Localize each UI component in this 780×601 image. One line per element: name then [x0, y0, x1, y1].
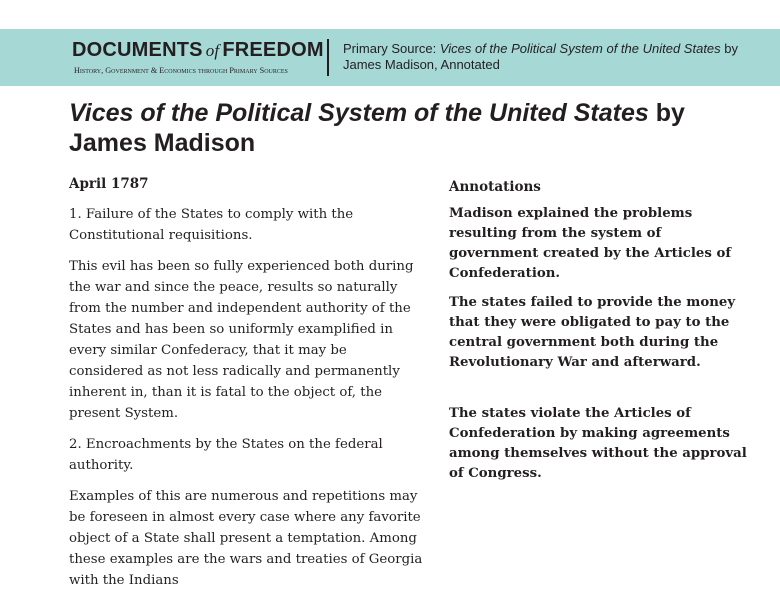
- document-date: April 1787: [69, 176, 149, 192]
- header-divider: [327, 39, 329, 76]
- logo-word-documents: DOCUMENTS: [72, 39, 203, 61]
- annotations-heading: Annotations: [449, 179, 541, 195]
- source-paragraph: 2. Encroachments by the States on the federal authority.: [69, 437, 383, 473]
- annotation-item: The states failed to provide the money that they were obligated to pay to the central government both during the Revolutionary War and afterward.: [449, 295, 736, 370]
- logo-wordmark: [72, 39, 324, 62]
- breadcrumb-title: Vices of the Political System of the United States: [439, 41, 721, 56]
- logo-tagline: History, Government & Economics through Primary Sources: [74, 66, 288, 75]
- site-logo[interactable]: [72, 39, 324, 75]
- page-title-italic: Vices of the Political System of the United States: [69, 99, 649, 127]
- page-title-suffix: by James Madison: [69, 99, 685, 157]
- logo-word-freedom: FREEDOM: [222, 39, 324, 61]
- breadcrumb-suffix: by James Madison, Annotated: [343, 41, 739, 72]
- breadcrumb-prefix: Primary Source:: [343, 41, 440, 56]
- page-title: [69, 98, 749, 158]
- breadcrumb: [343, 41, 763, 73]
- source-paragraph: This evil has been so fully experienced both during the war and since the peace, results so naturally from the number and independent authority of the States and has been so uniformly examplified in every similar Confederacy, that it may be considered as not less radically and permanently inherent in, than it is fatal to the object of, the present System.: [69, 259, 414, 421]
- source-paragraph: Examples of this are numerous and repetitions may be foreseen in almost every case where any favorite object of a State shall present a temptation. Among these examples are the wars and treaties of Georgia with the Indians: [69, 489, 423, 588]
- logo-word-of: of: [205, 41, 220, 60]
- annotation-item: The states violate the Articles of Confederation by making agreements among themselves without the approval of Congress.: [449, 406, 747, 481]
- primary-source-text: [69, 174, 424, 601]
- annotation-item: Madison explained the problems resulting from the system of government created by the Articles of Confederation.: [449, 206, 732, 281]
- source-paragraph: 1. Failure of the States to comply with the Constitutional requisitions.: [69, 207, 354, 243]
- site-header: [0, 29, 780, 86]
- annotations-column: [449, 177, 749, 493]
